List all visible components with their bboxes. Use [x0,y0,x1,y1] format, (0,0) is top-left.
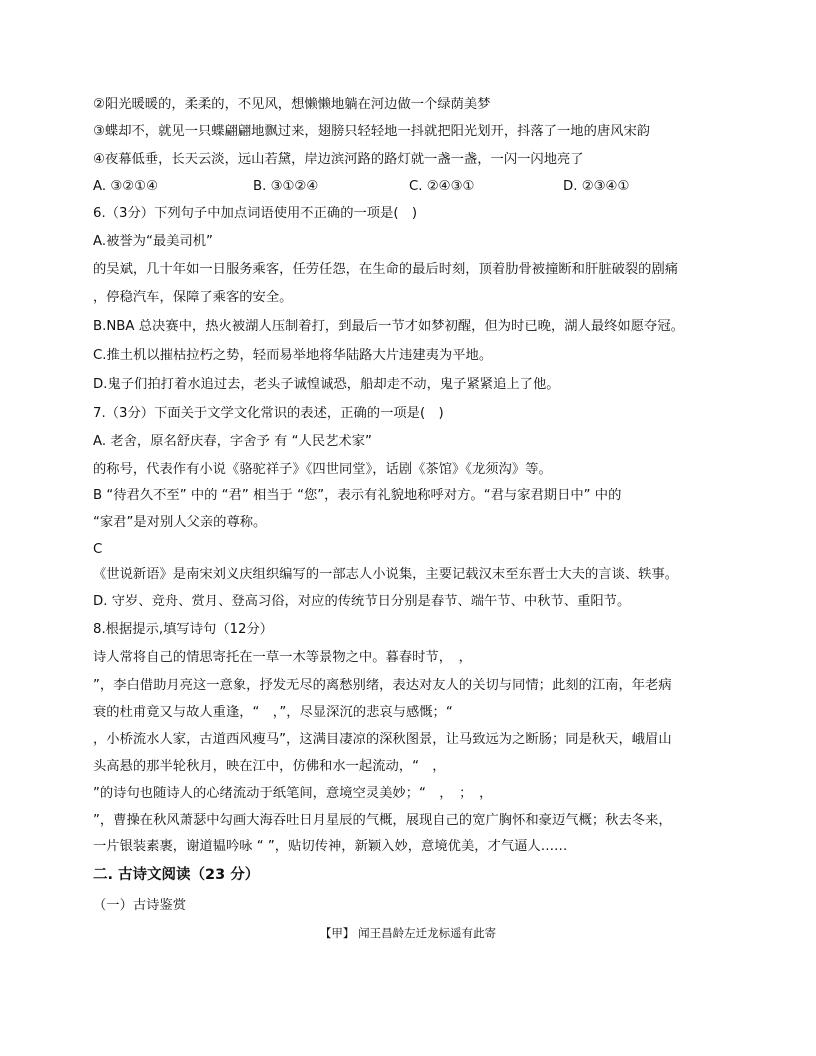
q5-option-c: C. ②④③① [409,179,475,194]
option-line-4: ④夜幕低垂，长天云淡，远山若黛，岸边滨河路的路灯就一盏一盏，一闪一闪地亮了 [93,152,584,167]
q7-option-c-label: C [93,542,103,557]
q7-option-c-text: 《世说新语》是南宋刘义庆组织编写的一部志人小说集，主要记载汉末至东晋士大夫的言谈、轶事。 [93,567,679,582]
q5-option-a: A. ③②①④ [93,179,158,194]
q8-text-line: 头高悬的那半轮秋月，映在江中，仿佛和水一起流动，“ ， [93,759,446,774]
q8-text-line: ”的诗句也随诗人的心绪流动于纸笔间，意境空灵美妙；“ ， ； ， [93,786,493,801]
subsection-heading: （一）古诗鉴赏 [93,898,187,913]
q5-option-d: D. ②③④① [563,179,630,194]
q8-text-line: ，小桥流水人家，古道西风瘦马”，这满目凄凉的深秋图景，让马致远为之断肠；同是秋天，峨眉山 [93,732,672,747]
q6-stem: 6.（3分）下列句子中加点词语使用不正确的一项是( ) [93,206,418,221]
q6-option-a-line1: A.被誉为“最美司机” [93,234,213,249]
q7-option-a-line1: A. 老舍，原名舒庆春，字舍予 有 “人民艺术家” [93,434,372,449]
q5-option-b: B. ③①②④ [253,179,319,194]
section-heading: 二. 古诗文阅读（23 分） [93,867,260,883]
option-line-3: ③蝶却不，就见一只蝶翩翩地飘过来，翅膀只轻轻地一抖就把阳光划开，抖落了一地的唐风宋韵 [93,124,651,139]
option-line-2: ②阳光暖暖的，柔柔的，不见风，想懒懒地躺在河边做一个绿荫美梦 [93,97,491,112]
q6-option-a-line2: 的吴斌，几十年如一日服务乘客，任劳任怨，在生命的最后时刻，顶着肋骨被撞断和肝脏破裂的剧痛 [93,262,679,277]
q7-option-b-line2: “家君”是对别人父亲的尊称。 [93,515,267,530]
q7-option-b-line1: B “待君久不至” 中的 “君” 相当于 “您”，表示有礼貌地称呼对方。“君与家君期日中” 中的 [93,488,622,503]
q7-stem: 7.（3分）下面关于文学文化常识的表述，正确的一项是( ) [93,406,444,421]
poem-title: 【甲】 闻王昌龄左迁龙标遥有此寄 [319,926,497,940]
q6-option-d: D.鬼子们拍打着水追过去，老头子诚惶诚恐，船却走不动，鬼子紧紧追上了他。 [93,377,560,392]
q6-option-c: C.推土机以摧枯拉朽之势，轻而易举地将华陆路大片违建夷为平地。 [93,348,493,363]
q8-text-line: 诗人常将自己的情思寄托在一草一木等景物之中。暮春时节， ， [93,650,472,665]
q8-stem: 8.根据提示,填写诗句（12分） [93,622,274,637]
q6-option-b: B.NBA 总决赛中，热火被湖人压制着打，到最后一节才如梦初醒，但为时已晚，湖人最终如愿夺冠。 [93,319,684,334]
q6-option-a-line3: ，停稳汽车，保障了乘客的安全。 [93,290,293,305]
q8-text-line: 一片银装素裹，谢道韫吟咏 “ ”，贴切传神，新颖入妙，意境优美，才气逼人…… [93,839,568,854]
q8-text-line: ”，曹操在秋风萧瑟中勾画大海吞吐日月星辰的气概，展现自己的宽广胸怀和豪迈气概；秋去冬来， [93,813,672,828]
q7-option-d: D. 守岁、竞舟、赏月、登高习俗，对应的传统节日分别是春节、端午节、中秋节、重阳节。 [93,594,631,609]
q7-option-a-line2: 的称号，代表作有小说《骆驼祥子》《四世同堂》，话剧《茶馆》《龙须沟》等。 [93,462,552,477]
q8-text-line: ”，李白借助月亮这一意象，抒发无尽的离愁别绪，表达对友人的关切与同情；此刻的江南，年老病 [93,678,672,693]
q8-text-line: 衰的杜甫竟又与故人重逢，“ ，”，尽显深沉的悲哀与感慨；“ [93,705,453,720]
